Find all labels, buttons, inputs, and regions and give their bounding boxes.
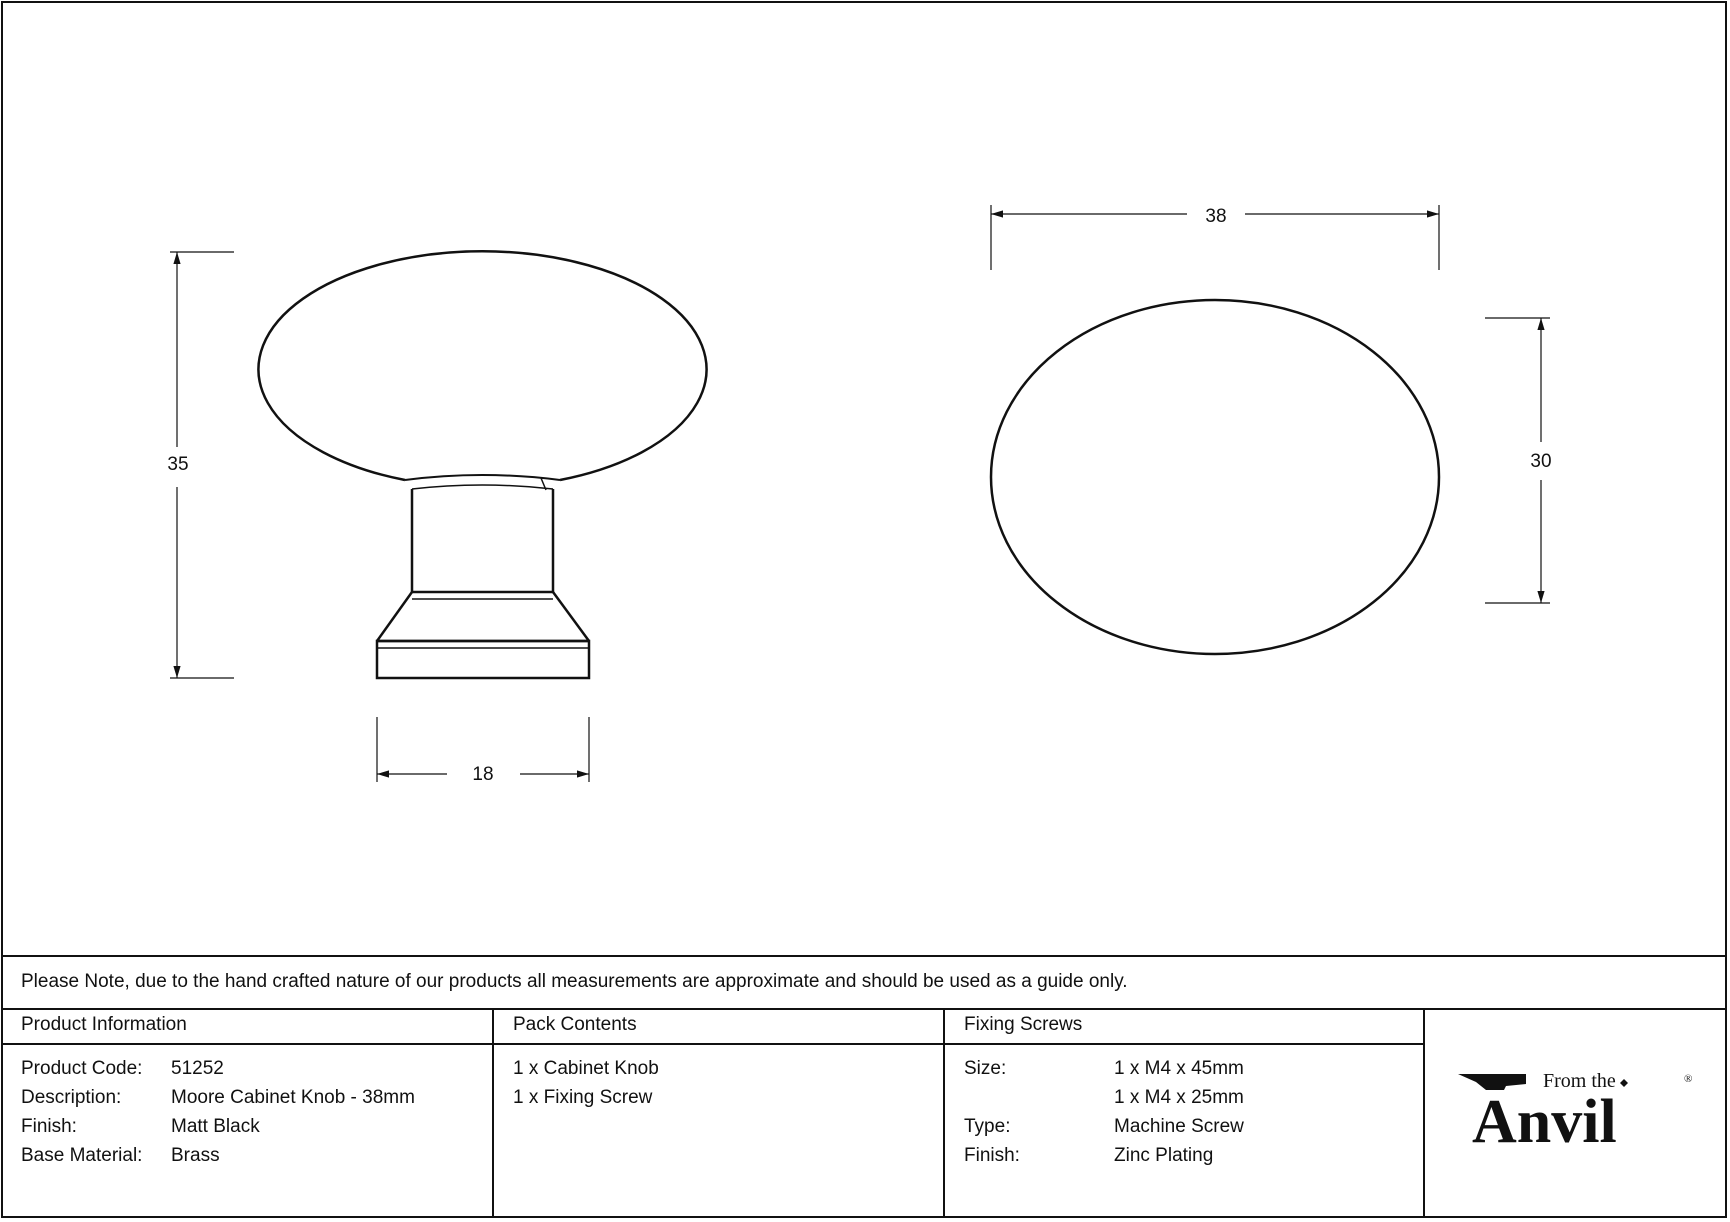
knob-neck-top bbox=[405, 475, 560, 480]
screw-size-value: 1 x M4 x 45mm bbox=[1114, 1058, 1244, 1079]
base-plate bbox=[377, 641, 589, 678]
top-dimensions bbox=[991, 205, 1550, 603]
knob-neck-band bbox=[412, 485, 553, 489]
product-code-label: Product Code: bbox=[21, 1058, 143, 1079]
flare-left bbox=[377, 592, 412, 641]
description-label: Description: bbox=[21, 1087, 122, 1108]
logo-diamond bbox=[1620, 1079, 1628, 1087]
header-divider bbox=[2, 1043, 1424, 1045]
side-dimensions bbox=[170, 252, 589, 782]
screw-size-label: Size: bbox=[964, 1058, 1007, 1079]
screw-finish-label: Finish: bbox=[964, 1145, 1020, 1166]
description-value: Moore Cabinet Knob - 38mm bbox=[171, 1087, 415, 1108]
fixing-screws-header: Fixing Screws bbox=[964, 1014, 1083, 1035]
dimension-top-width-label: 38 bbox=[1205, 206, 1227, 227]
product-info-header: Product Information bbox=[21, 1014, 187, 1035]
pack-item: 1 x Cabinet Knob bbox=[513, 1058, 659, 1079]
titleblock-top-border bbox=[2, 955, 1726, 957]
base-material-label: Base Material: bbox=[21, 1145, 143, 1166]
base-material-value: Brass bbox=[171, 1145, 220, 1166]
dimension-top-depth-label: 30 bbox=[1530, 451, 1552, 472]
screw-size-value-2: 1 x M4 x 25mm bbox=[1114, 1087, 1244, 1108]
column-divider-3 bbox=[1423, 1008, 1425, 1218]
note-divider bbox=[2, 1008, 1726, 1010]
finish-value: Matt Black bbox=[171, 1116, 260, 1137]
logo-big-text: Anvil bbox=[1472, 1088, 1617, 1150]
pack-item: 1 x Fixing Screw bbox=[513, 1087, 653, 1108]
logo-small-text: From the bbox=[1543, 1070, 1616, 1092]
column-divider-2 bbox=[943, 1008, 945, 1218]
logo-registered: ® bbox=[1684, 1073, 1693, 1085]
product-code-value: 51252 bbox=[171, 1058, 224, 1079]
side-view bbox=[259, 251, 707, 678]
pack-contents-header: Pack Contents bbox=[513, 1014, 637, 1035]
from-the-anvil-logo bbox=[1456, 1070, 1696, 1150]
knob-head-outline bbox=[259, 251, 707, 480]
dimension-height-label: 35 bbox=[167, 454, 189, 475]
screw-type-value: Machine Screw bbox=[1114, 1116, 1244, 1137]
screw-finish-value: Zinc Plating bbox=[1114, 1145, 1214, 1166]
finish-label: Finish: bbox=[21, 1116, 77, 1137]
screw-type-label: Type: bbox=[964, 1116, 1011, 1137]
flare-right bbox=[553, 592, 589, 641]
measurement-note: Please Note, due to the hand crafted nature of our products all measurements are approximate and should be used as a guide only. bbox=[21, 971, 1128, 992]
dimension-base-width-label: 18 bbox=[472, 764, 494, 785]
top-view-outline bbox=[991, 300, 1439, 654]
column-divider-1 bbox=[492, 1008, 494, 1218]
